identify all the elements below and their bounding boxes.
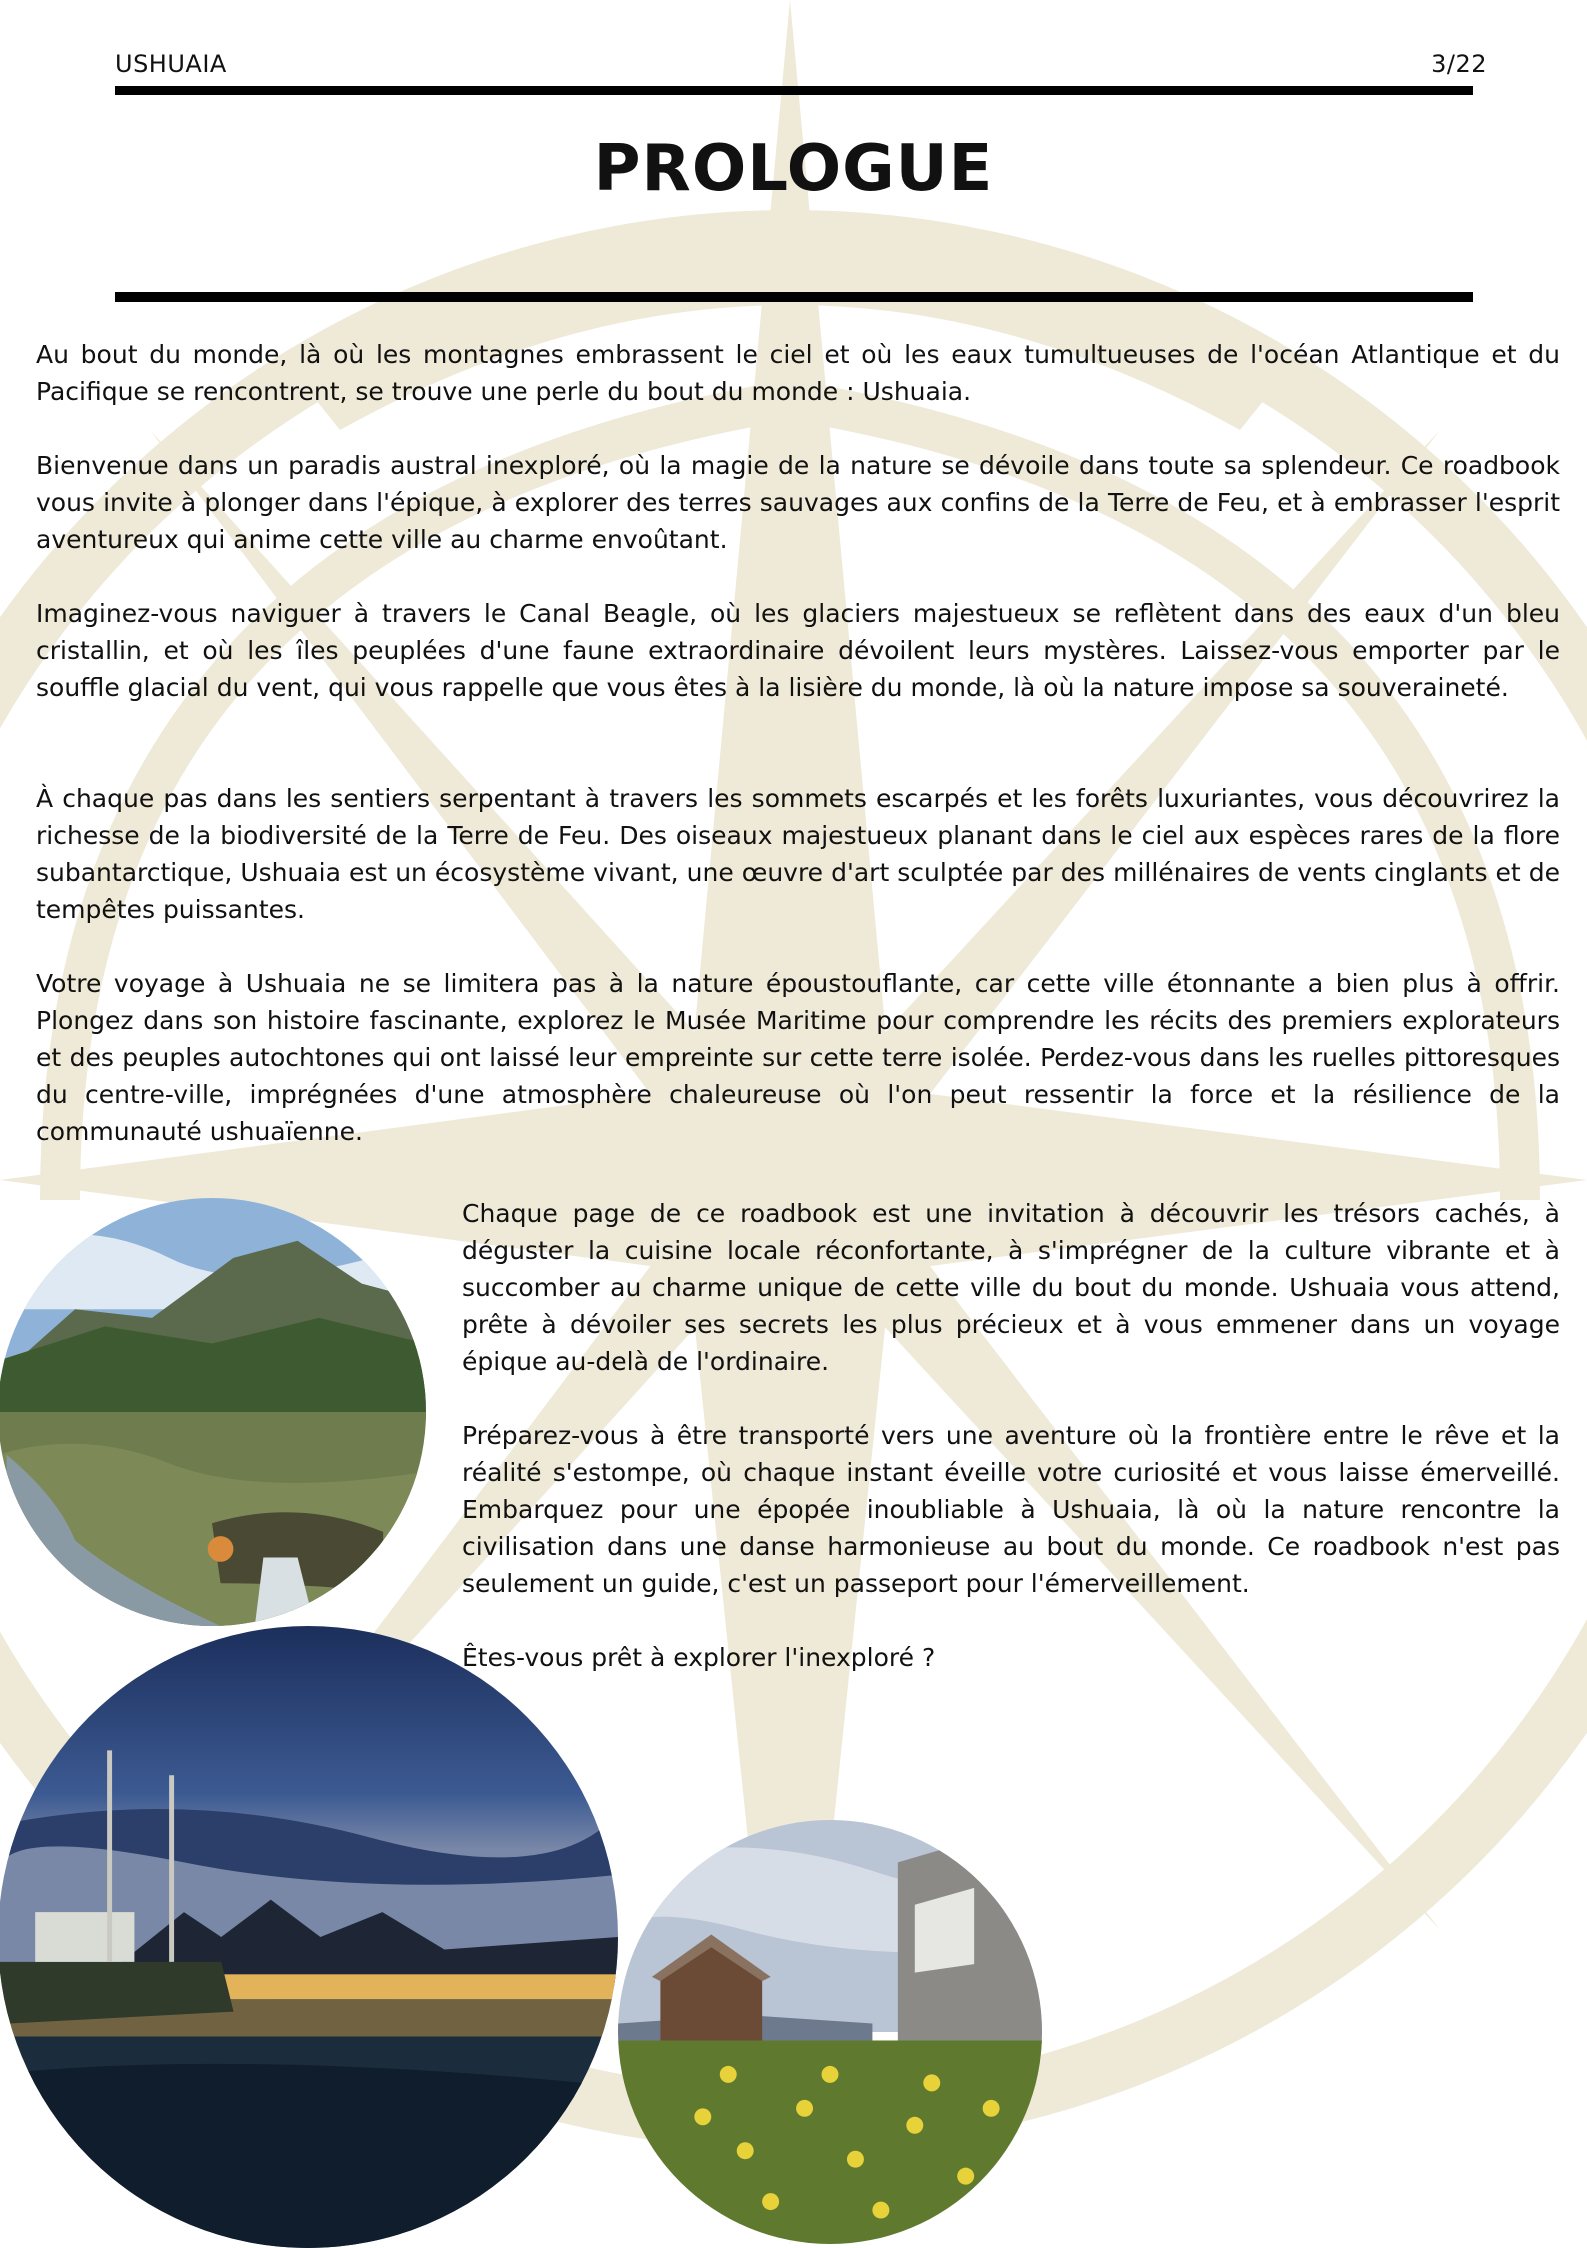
- paragraph-4: À chaque pas dans les sentiers serpentant à travers les sommets escarpés et les forêts luxuriantes, vous découvrirez la richesse de la biodiversité de la Terre de Feu. Des oiseaux majestueux planant dans le ciel aux espèces rares de la flore subantarctique, Ushuaia est un écosystème vivant, une œuvre d'art sculptée par des millénaires de vents cinglants et de tempêtes puissantes.: [36, 784, 1560, 924]
- harbor-night-boat-photo: [0, 1626, 618, 2248]
- page-number: 3/22: [1431, 50, 1487, 78]
- paragraph-7: Préparez-vous à être transporté vers une aventure où la frontière entre le rêve et la réalité s'estompe, où chaque instant éveille votre curiosité et vous laisse émerveillé. Embarquez pour une épopée inoubliable à Ushuaia, là où la nature rencontre la civilisation dans une danse harmonieuse au bout du monde. Ce roadbook n'est pas seulement un guide, c'est un passeport pour l'émerveillement.: [462, 1421, 1560, 1598]
- paragraph-5: Votre voyage à Ushuaia ne se limitera pas à la nature époustouflante, car cette ville étonnante a bien plus à offrir. Plongez dans son histoire fascinante, explorez le Musée Maritime pour comprendre les récits des premiers explorateurs et des peuples autochtones qui ont laissé leur empreinte sur cette terre isolée. Perdez-vous dans les ruelles pittoresques du centre-ville, imprégnées d'une atmosphère chaleureuse où l'on peut ressentir la force et la résilience de la communauté ushuaïenne.: [36, 969, 1560, 1146]
- header-rule: [115, 86, 1473, 95]
- header-title: USHUAIA: [115, 50, 227, 78]
- cabins-yellow-flowers-photo: [618, 1820, 1042, 2244]
- paragraph-1: Au bout du monde, là où les montagnes embrassent le ciel et où les eaux tumultueuses de l'océan Atlantique et du Pacifique se rencontrent, se trouve une perle du bout du monde : Ushuaia.: [36, 340, 1560, 406]
- title-rule: [115, 292, 1473, 302]
- page-title: PROLOGUE: [593, 132, 994, 206]
- closing-question: Êtes-vous prêt à explorer l'inexploré ?: [462, 1643, 936, 1672]
- paragraph-6: Chaque page de ce roadbook est une invitation à découvrir les trésors cachés, à déguster la cuisine locale réconfortante, à s'imprégner de la culture vibrante et à succomber au charme unique de cette ville du bout du monde. Ushuaia vous attend, prête à dévoiler ses secrets les plus précieux et à vous emmener dans un voyage épique au-delà de l'ordinaire.: [462, 1199, 1560, 1376]
- paragraph-3: Imaginez-vous naviguer à travers le Canal Beagle, où les glaciers majestueux se reflètent dans des eaux d'un bleu cristallin, et où les îles peuplées d'une faune extraordinaire dévoilent leurs mystères. Laissez-vous emporter par le souffle glacial du vent, qui vous rappelle que vous êtes à la lisière du monde, là où la nature impose sa souveraineté.: [36, 599, 1560, 702]
- mountain-stream-photo: [0, 1198, 426, 1626]
- paragraph-2: Bienvenue dans un paradis austral inexploré, où la magie de la nature se dévoile dans toute sa splendeur. Ce roadbook vous invite à plonger dans l'épique, à explorer des terres sauvages aux confins de la Terre de Feu, et à embrasser l'esprit aventureux qui anime cette ville au charme envoûtant.: [36, 451, 1560, 554]
